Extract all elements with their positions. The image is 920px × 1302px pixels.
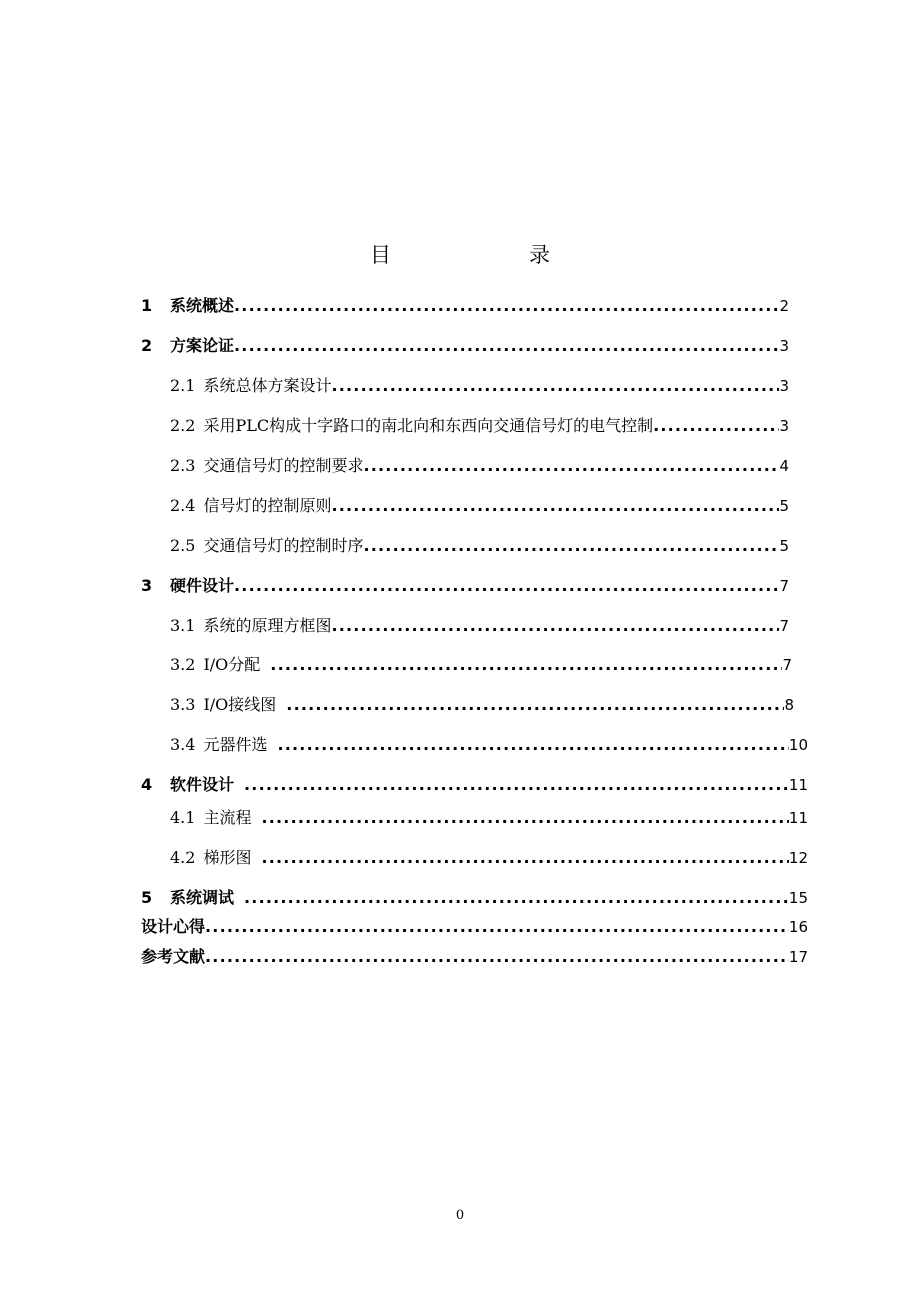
toc-entry-label: 系统概述 (170, 296, 235, 315)
toc-entry[interactable] (141, 773, 808, 797)
toc-entry[interactable] (170, 806, 808, 830)
toc-entry-label: 系统调试 (170, 888, 235, 907)
toc-entry[interactable] (141, 915, 808, 939)
toc-leader-dots (277, 733, 788, 757)
toc-entry[interactable] (170, 494, 789, 518)
toc-entry[interactable] (141, 294, 789, 318)
toc-leader-dots (261, 846, 788, 870)
toc-entry-page: 5 (779, 537, 789, 555)
toc-entry-page: 5 (779, 497, 789, 515)
toc-entry[interactable] (170, 374, 789, 398)
toc-leader-dots (363, 454, 779, 478)
toc-entry-page: 17 (788, 948, 808, 966)
toc-entry-number: 4.1 (170, 808, 196, 827)
toc-entry-number: 2.1 (170, 376, 196, 395)
toc-leader-dots (653, 414, 779, 438)
toc-entry-label: I/O接线图 (203, 695, 277, 714)
toc-entry-label: 系统总体方案设计 (203, 376, 332, 395)
toc-entry[interactable] (170, 693, 794, 717)
toc-entry-label: 元器件选 (203, 735, 268, 754)
toc-entry-number: 2.3 (170, 456, 196, 475)
toc-entry-page: 8 (784, 696, 794, 714)
toc-entry[interactable] (170, 653, 792, 677)
toc-entry-number: 3.3 (170, 695, 196, 714)
toc-entry[interactable] (170, 454, 789, 478)
toc-entry-page: 2 (779, 297, 789, 315)
toc-entry-page: 3 (779, 337, 789, 355)
toc-entry-label: 主流程 (203, 808, 252, 827)
toc-leader-dots (234, 294, 779, 318)
toc-entry-page: 15 (788, 889, 808, 907)
toc-entry-page: 11 (788, 776, 808, 794)
toc-entry-page: 12 (788, 849, 808, 867)
toc-entry[interactable] (141, 334, 789, 358)
toc-entry[interactable] (170, 733, 808, 757)
toc-entry-number: 2 (141, 336, 153, 355)
toc-entry-page: 11 (788, 809, 808, 827)
toc-leader-dots (331, 614, 779, 638)
toc-leader-dots (331, 494, 779, 518)
toc-leader-dots (363, 534, 779, 558)
toc-entry-label: 交通信号灯的控制要求 (203, 456, 364, 475)
toc-leader-dots (205, 915, 789, 939)
toc-entry[interactable] (141, 574, 789, 598)
toc-entry-page: 7 (779, 617, 789, 635)
toc-entry-number: 4 (141, 775, 153, 794)
toc-entry[interactable] (170, 414, 789, 438)
toc-entry-label: 参考文献 (141, 947, 206, 966)
toc-entry-label: 设计心得 (141, 917, 206, 936)
toc-entry-number: 3.4 (170, 735, 196, 754)
toc-entry-number: 2.5 (170, 536, 196, 555)
toc-entry-label: 梯形图 (203, 848, 252, 867)
toc-entry-number: 3.1 (170, 616, 196, 635)
toc-leader-dots (234, 574, 779, 598)
toc-leader-dots (286, 693, 784, 717)
toc-entry-number: 3.2 (170, 655, 196, 674)
toc-entry-number: 3 (141, 576, 153, 595)
toc-title: 目 录 (370, 243, 582, 267)
toc-entry-label: 采用PLC构成十字路口的南北向和东西向交通信号灯的电气控制 (203, 416, 654, 435)
toc-leader-dots (244, 886, 789, 910)
toc-entry-page: 10 (788, 736, 808, 754)
toc-entry[interactable] (170, 846, 808, 870)
toc-entry-number: 5 (141, 888, 153, 907)
toc-entry-label: I/O分配 (203, 655, 261, 674)
toc-entry-label: 软件设计 (170, 775, 235, 794)
toc-entry-label: 信号灯的控制原则 (203, 496, 332, 515)
toc-entry-page: 7 (782, 656, 792, 674)
toc-entry-number: 2.2 (170, 416, 196, 435)
toc-entry-label: 交通信号灯的控制时序 (203, 536, 364, 555)
toc-leader-dots (244, 773, 789, 797)
toc-entry[interactable] (170, 614, 789, 638)
page-number: 0 (455, 1208, 465, 1223)
toc-entry-number: 2.4 (170, 496, 196, 515)
toc-entry-page: 3 (779, 377, 789, 395)
toc-entry-page: 3 (779, 417, 789, 435)
toc-entry-number: 4.2 (170, 848, 196, 867)
toc-leader-dots (261, 806, 788, 830)
toc-entry-page: 4 (779, 457, 789, 475)
toc-entry[interactable] (141, 945, 808, 969)
toc-entry[interactable] (170, 534, 789, 558)
toc-leader-dots (234, 334, 779, 358)
toc-entry-page: 7 (779, 577, 789, 595)
toc-entry-label: 系统的原理方框图 (203, 616, 332, 635)
toc-leader-dots (205, 945, 789, 969)
toc-leader-dots (331, 374, 779, 398)
toc-leader-dots (270, 653, 782, 677)
toc-entry[interactable] (141, 886, 808, 910)
toc-entry-number: 1 (141, 296, 153, 315)
toc-entry-page: 16 (788, 918, 808, 936)
toc-entry-label: 方案论证 (170, 336, 235, 355)
toc-entry-label: 硬件设计 (170, 576, 235, 595)
